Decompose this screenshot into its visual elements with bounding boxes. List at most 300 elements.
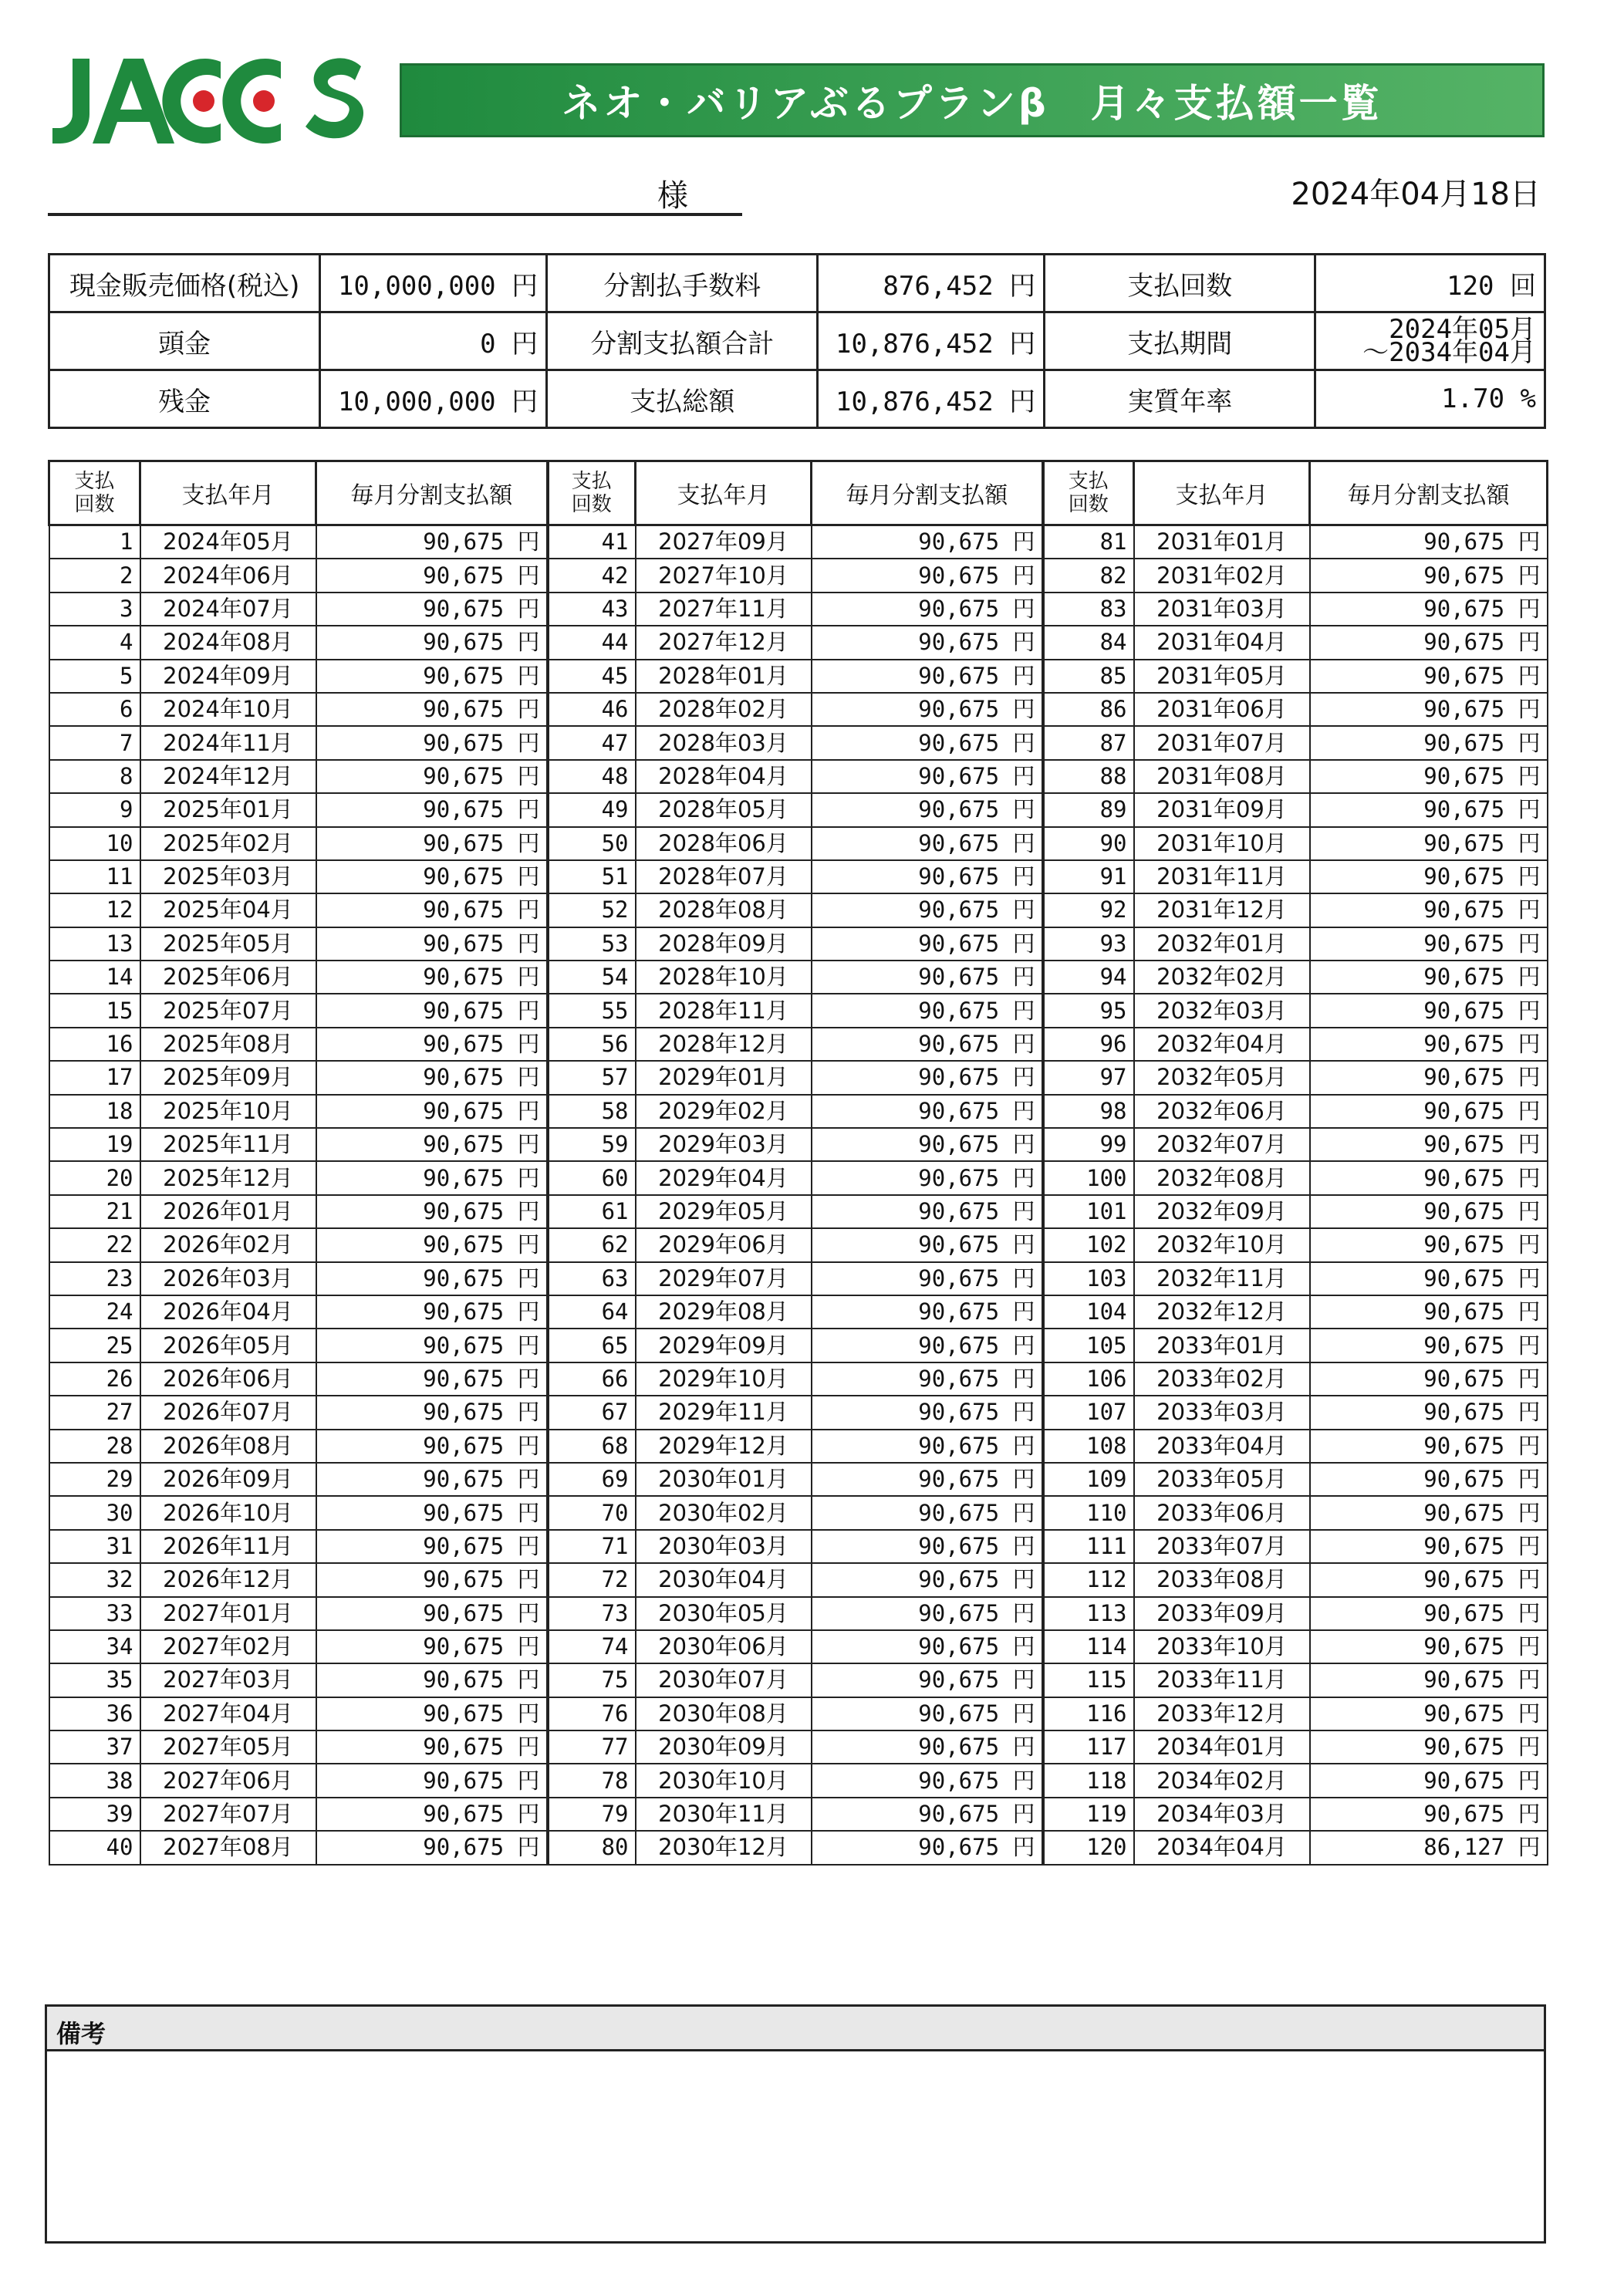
payment-month-cell: 2025年04月 bbox=[140, 893, 316, 927]
payment-no-cell: 56 bbox=[548, 1028, 636, 1061]
payment-no-cell: 1 bbox=[49, 525, 140, 559]
payment-month-cell: 2030年09月 bbox=[636, 1730, 812, 1764]
payment-month-cell: 2024年05月 bbox=[140, 525, 316, 559]
table-row bbox=[49, 1663, 1548, 1697]
table-row bbox=[49, 1295, 1548, 1329]
payment-amount-cell: 90,675 円 bbox=[812, 1028, 1043, 1061]
payment-amount-cell: 90,675 円 bbox=[1310, 1697, 1548, 1730]
payment-no-cell: 10 bbox=[49, 827, 140, 860]
payment-amount-cell: 90,675 円 bbox=[316, 1697, 548, 1730]
payment-month-cell: 2026年08月 bbox=[140, 1430, 316, 1463]
table-row bbox=[49, 726, 1548, 759]
payment-amount-cell: 90,675 円 bbox=[316, 1061, 548, 1094]
payment-amount-cell: 90,675 円 bbox=[316, 1530, 548, 1563]
payment-month-cell: 2029年09月 bbox=[636, 1329, 812, 1362]
payment-month-cell: 2030年02月 bbox=[636, 1496, 812, 1529]
payment-no-cell: 93 bbox=[1043, 927, 1134, 961]
payment-no-cell: 41 bbox=[548, 525, 636, 559]
down-payment-value: 0 円 bbox=[320, 312, 547, 370]
payment-amount-cell: 90,675 円 bbox=[316, 860, 548, 893]
payment-no-cell: 90 bbox=[1043, 827, 1134, 860]
table-row bbox=[49, 1095, 1548, 1128]
payment-month-cell: 2031年12月 bbox=[1134, 893, 1310, 927]
payment-no-cell: 50 bbox=[548, 827, 636, 860]
payment-month-cell: 2034年02月 bbox=[1134, 1764, 1310, 1797]
table-row bbox=[49, 1061, 1548, 1094]
header-payment-month: 支払年月 bbox=[1134, 461, 1310, 525]
payment-month-cell: 2025年05月 bbox=[140, 927, 316, 961]
payment-no-cell: 88 bbox=[1043, 760, 1134, 793]
payment-amount-cell: 90,675 円 bbox=[812, 760, 1043, 793]
payment-month-cell: 2024年08月 bbox=[140, 626, 316, 659]
payment-amount-cell: 90,675 円 bbox=[812, 1798, 1043, 1831]
payment-no-cell: 6 bbox=[49, 693, 140, 726]
payment-amount-cell: 90,675 円 bbox=[812, 1161, 1043, 1194]
count-label: 支払回数 bbox=[1045, 255, 1315, 312]
payment-month-cell: 2033年09月 bbox=[1134, 1597, 1310, 1630]
payment-amount-cell: 90,675 円 bbox=[316, 927, 548, 961]
payment-amount-cell: 90,675 円 bbox=[316, 1195, 548, 1228]
payment-no-cell: 114 bbox=[1043, 1630, 1134, 1663]
payment-month-cell: 2025年01月 bbox=[140, 793, 316, 826]
payment-no-cell: 55 bbox=[548, 994, 636, 1027]
payment-no-cell: 3 bbox=[49, 593, 140, 626]
table-row bbox=[49, 1362, 1548, 1396]
payment-month-cell: 2024年06月 bbox=[140, 559, 316, 592]
fee-label: 分割払手数料 bbox=[547, 255, 818, 312]
period-start: 2024年05月 bbox=[1389, 314, 1536, 345]
table-row bbox=[49, 1128, 1548, 1161]
payment-no-cell: 59 bbox=[548, 1128, 636, 1161]
payment-amount-cell: 90,675 円 bbox=[316, 1730, 548, 1764]
payment-amount-cell: 90,675 円 bbox=[1310, 1228, 1548, 1261]
payment-month-cell: 2031年05月 bbox=[1134, 660, 1310, 693]
payment-month-cell: 2026年10月 bbox=[140, 1496, 316, 1529]
payment-month-cell: 2028年11月 bbox=[636, 994, 812, 1027]
payment-month-cell: 2024年11月 bbox=[140, 726, 316, 759]
payment-no-cell: 32 bbox=[49, 1563, 140, 1596]
payment-amount-cell: 90,675 円 bbox=[1310, 760, 1548, 793]
payment-month-cell: 2029年04月 bbox=[636, 1161, 812, 1194]
payment-amount-cell: 90,675 円 bbox=[316, 1228, 548, 1261]
payment-amount-cell: 90,675 円 bbox=[1310, 1195, 1548, 1228]
payment-no-cell: 102 bbox=[1043, 1228, 1134, 1261]
payment-month-cell: 2031年03月 bbox=[1134, 593, 1310, 626]
payment-no-cell: 86 bbox=[1043, 693, 1134, 726]
payment-month-cell: 2027年02月 bbox=[140, 1630, 316, 1663]
payment-amount-cell: 90,675 円 bbox=[1310, 693, 1548, 726]
payment-amount-cell: 90,675 円 bbox=[1310, 1798, 1548, 1831]
payment-amount-cell: 90,675 円 bbox=[316, 693, 548, 726]
payment-month-cell: 2029年12月 bbox=[636, 1430, 812, 1463]
payment-month-cell: 2033年08月 bbox=[1134, 1563, 1310, 1596]
payment-month-cell: 2034年04月 bbox=[1134, 1831, 1310, 1864]
table-row bbox=[49, 1228, 1548, 1261]
payment-amount-cell: 90,675 円 bbox=[1310, 793, 1548, 826]
payment-amount-cell: 90,675 円 bbox=[316, 559, 548, 592]
payment-month-cell: 2033年01月 bbox=[1134, 1329, 1310, 1362]
payment-month-cell: 2028年02月 bbox=[636, 693, 812, 726]
payment-no-cell: 62 bbox=[548, 1228, 636, 1261]
payment-amount-cell: 90,675 円 bbox=[1310, 893, 1548, 927]
header-payment-no: 支払 回数 bbox=[1043, 461, 1134, 525]
payment-month-cell: 2032年08月 bbox=[1134, 1161, 1310, 1194]
payment-no-cell: 73 bbox=[548, 1597, 636, 1630]
payment-amount-cell: 90,675 円 bbox=[1310, 927, 1548, 961]
payment-month-cell: 2032年07月 bbox=[1134, 1128, 1310, 1161]
payment-month-cell: 2026年01月 bbox=[140, 1195, 316, 1228]
payment-amount-cell: 90,675 円 bbox=[812, 1496, 1043, 1529]
payment-month-cell: 2026年06月 bbox=[140, 1362, 316, 1396]
payment-amount-cell: 90,675 円 bbox=[316, 593, 548, 626]
payment-amount-cell: 90,675 円 bbox=[812, 1195, 1043, 1228]
contract-summary-table bbox=[48, 253, 1546, 429]
payment-amount-cell: 90,675 円 bbox=[812, 626, 1043, 659]
payment-no-cell: 57 bbox=[548, 1061, 636, 1094]
cash-price-label: 現金販売価格(税込) bbox=[49, 255, 320, 312]
payment-no-cell: 72 bbox=[548, 1563, 636, 1596]
grand-total-value: 10,876,452 円 bbox=[818, 370, 1045, 428]
payment-amount-cell: 90,675 円 bbox=[812, 726, 1043, 759]
payment-amount-cell: 90,675 円 bbox=[1310, 1362, 1548, 1396]
payment-amount-cell: 90,675 円 bbox=[316, 1563, 548, 1596]
table-row bbox=[49, 1597, 1548, 1630]
table-row bbox=[49, 994, 1548, 1027]
payment-month-cell: 2026年03月 bbox=[140, 1262, 316, 1295]
payment-month-cell: 2025年11月 bbox=[140, 1128, 316, 1161]
table-row bbox=[49, 1028, 1548, 1061]
payment-no-cell: 7 bbox=[49, 726, 140, 759]
payment-amount-cell: 90,675 円 bbox=[812, 893, 1043, 927]
payment-amount-cell: 90,675 円 bbox=[812, 1329, 1043, 1362]
payment-amount-cell: 90,675 円 bbox=[812, 1128, 1043, 1161]
payment-month-cell: 2033年07月 bbox=[1134, 1530, 1310, 1563]
payment-no-cell: 24 bbox=[49, 1295, 140, 1329]
payment-amount-cell: 90,675 円 bbox=[812, 1697, 1043, 1730]
header-payment-month: 支払年月 bbox=[636, 461, 812, 525]
payment-month-cell: 2025年12月 bbox=[140, 1161, 316, 1194]
payment-month-cell: 2027年10月 bbox=[636, 559, 812, 592]
payment-amount-cell: 90,675 円 bbox=[316, 1295, 548, 1329]
table-row bbox=[49, 860, 1548, 893]
payment-no-cell: 70 bbox=[548, 1496, 636, 1529]
header-monthly-amount: 毎月分割支払額 bbox=[316, 461, 548, 525]
payment-amount-cell: 90,675 円 bbox=[812, 1095, 1043, 1128]
payment-month-cell: 2028年04月 bbox=[636, 760, 812, 793]
payment-amount-cell: 90,675 円 bbox=[316, 1430, 548, 1463]
payment-no-cell: 89 bbox=[1043, 793, 1134, 826]
payment-no-cell: 60 bbox=[548, 1161, 636, 1194]
payment-no-cell: 87 bbox=[1043, 726, 1134, 759]
payment-amount-cell: 90,675 円 bbox=[316, 1329, 548, 1362]
payment-no-cell: 81 bbox=[1043, 525, 1134, 559]
header-payment-month: 支払年月 bbox=[140, 461, 316, 525]
payment-amount-cell: 90,675 円 bbox=[812, 1630, 1043, 1663]
payment-amount-cell: 90,675 円 bbox=[1310, 1730, 1548, 1764]
honorific: 様 bbox=[657, 178, 688, 214]
table-row bbox=[49, 1563, 1548, 1596]
payment-no-cell: 14 bbox=[49, 961, 140, 994]
payment-month-cell: 2033年12月 bbox=[1134, 1697, 1310, 1730]
payment-month-cell: 2032年06月 bbox=[1134, 1095, 1310, 1128]
payment-amount-cell: 90,675 円 bbox=[812, 1730, 1043, 1764]
table-row bbox=[49, 927, 1548, 961]
table-row bbox=[49, 693, 1548, 726]
payment-no-cell: 106 bbox=[1043, 1362, 1134, 1396]
period-value bbox=[1315, 312, 1545, 370]
table-row bbox=[49, 1764, 1548, 1797]
payment-amount-cell: 90,675 円 bbox=[812, 793, 1043, 826]
payment-amount-cell: 90,675 円 bbox=[812, 693, 1043, 726]
cash-price-value: 10,000,000 円 bbox=[320, 255, 547, 312]
payment-month-cell: 2028年06月 bbox=[636, 827, 812, 860]
payment-amount-cell: 90,675 円 bbox=[1310, 1128, 1548, 1161]
payment-month-cell: 2025年03月 bbox=[140, 860, 316, 893]
payment-month-cell: 2025年10月 bbox=[140, 1095, 316, 1128]
payment-amount-cell: 90,675 円 bbox=[316, 1764, 548, 1797]
payment-no-cell: 91 bbox=[1043, 860, 1134, 893]
table-row bbox=[49, 1329, 1548, 1362]
payment-no-cell: 80 bbox=[548, 1831, 636, 1864]
payment-amount-cell: 90,675 円 bbox=[1310, 1095, 1548, 1128]
payment-amount-cell: 90,675 円 bbox=[316, 1798, 548, 1831]
payment-amount-cell: 90,675 円 bbox=[1310, 1764, 1548, 1797]
payment-amount-cell: 90,675 円 bbox=[316, 827, 548, 860]
payment-amount-cell: 90,675 円 bbox=[1310, 961, 1548, 994]
payment-amount-cell: 90,675 円 bbox=[1310, 660, 1548, 693]
payment-no-cell: 8 bbox=[49, 760, 140, 793]
payment-no-cell: 30 bbox=[49, 1496, 140, 1529]
payment-no-cell: 26 bbox=[49, 1362, 140, 1396]
payment-amount-cell: 90,675 円 bbox=[316, 994, 548, 1027]
payment-amount-cell: 90,675 円 bbox=[812, 525, 1043, 559]
payment-no-cell: 9 bbox=[49, 793, 140, 826]
payment-no-cell: 82 bbox=[1043, 559, 1134, 592]
period-end: ～2034年04月 bbox=[1362, 337, 1536, 368]
payment-month-cell: 2028年10月 bbox=[636, 961, 812, 994]
customer-name-line bbox=[48, 213, 742, 216]
payment-no-cell: 21 bbox=[49, 1195, 140, 1228]
payment-no-cell: 77 bbox=[548, 1730, 636, 1764]
payment-amount-cell: 90,675 円 bbox=[316, 793, 548, 826]
payment-amount-cell: 90,675 円 bbox=[1310, 1496, 1548, 1529]
payment-amount-cell: 90,675 円 bbox=[1310, 1563, 1548, 1596]
payment-no-cell: 42 bbox=[548, 559, 636, 592]
table-row bbox=[49, 1161, 1548, 1194]
payment-no-cell: 35 bbox=[49, 1663, 140, 1697]
payment-month-cell: 2029年02月 bbox=[636, 1095, 812, 1128]
payment-amount-cell: 90,675 円 bbox=[812, 1228, 1043, 1261]
payment-no-cell: 74 bbox=[548, 1630, 636, 1663]
payment-month-cell: 2031年06月 bbox=[1134, 693, 1310, 726]
payment-amount-cell: 90,675 円 bbox=[316, 1095, 548, 1128]
table-row bbox=[49, 1396, 1548, 1429]
payment-amount-cell: 90,675 円 bbox=[812, 1430, 1043, 1463]
payment-month-cell: 2028年12月 bbox=[636, 1028, 812, 1061]
payment-month-cell: 2033年03月 bbox=[1134, 1396, 1310, 1429]
payment-month-cell: 2027年07月 bbox=[140, 1798, 316, 1831]
payment-amount-cell: 90,675 円 bbox=[812, 827, 1043, 860]
payment-no-cell: 76 bbox=[548, 1697, 636, 1730]
apr-value: 1.70 % bbox=[1315, 370, 1545, 428]
payment-amount-cell: 90,675 円 bbox=[316, 760, 548, 793]
payment-no-cell: 68 bbox=[548, 1430, 636, 1463]
payment-no-cell: 98 bbox=[1043, 1095, 1134, 1128]
payment-no-cell: 40 bbox=[49, 1831, 140, 1864]
payment-month-cell: 2024年10月 bbox=[140, 693, 316, 726]
payment-month-cell: 2029年10月 bbox=[636, 1362, 812, 1396]
payment-month-cell: 2030年07月 bbox=[636, 1663, 812, 1697]
payment-no-cell: 100 bbox=[1043, 1161, 1134, 1194]
payment-no-cell: 44 bbox=[548, 626, 636, 659]
payment-amount-cell: 90,675 円 bbox=[812, 961, 1043, 994]
payment-amount-cell: 90,675 円 bbox=[1310, 1329, 1548, 1362]
payment-amount-cell: 90,675 円 bbox=[1310, 994, 1548, 1027]
payment-amount-cell: 90,675 円 bbox=[812, 1831, 1043, 1864]
payment-month-cell: 2031年11月 bbox=[1134, 860, 1310, 893]
payment-month-cell: 2031年08月 bbox=[1134, 760, 1310, 793]
table-row bbox=[49, 1195, 1548, 1228]
balance-value: 10,000,000 円 bbox=[320, 370, 547, 428]
payment-no-cell: 118 bbox=[1043, 1764, 1134, 1797]
payment-no-cell: 109 bbox=[1043, 1463, 1134, 1496]
payment-month-cell: 2024年07月 bbox=[140, 593, 316, 626]
grand-total-label: 支払総額 bbox=[547, 370, 818, 428]
payment-amount-cell: 90,675 円 bbox=[1310, 1463, 1548, 1496]
payment-no-cell: 61 bbox=[548, 1195, 636, 1228]
payment-month-cell: 2032年02月 bbox=[1134, 961, 1310, 994]
payment-amount-cell: 90,675 円 bbox=[316, 1161, 548, 1194]
payment-no-cell: 119 bbox=[1043, 1798, 1134, 1831]
payment-amount-cell: 90,675 円 bbox=[316, 626, 548, 659]
payment-amount-cell: 90,675 円 bbox=[812, 593, 1043, 626]
payment-month-cell: 2026年04月 bbox=[140, 1295, 316, 1329]
payment-month-cell: 2030年12月 bbox=[636, 1831, 812, 1864]
payment-amount-cell: 90,675 円 bbox=[1310, 626, 1548, 659]
schedule-rows bbox=[49, 525, 1548, 1865]
table-row bbox=[49, 760, 1548, 793]
payment-amount-cell: 90,675 円 bbox=[316, 1128, 548, 1161]
payment-amount-cell: 90,675 円 bbox=[1310, 1161, 1548, 1194]
payment-amount-cell: 90,675 円 bbox=[812, 1597, 1043, 1630]
payment-amount-cell: 90,675 円 bbox=[316, 1597, 548, 1630]
table-row bbox=[49, 1831, 1548, 1864]
payment-month-cell: 2031年04月 bbox=[1134, 626, 1310, 659]
payment-no-cell: 47 bbox=[548, 726, 636, 759]
table-row bbox=[49, 893, 1548, 927]
payment-no-cell: 111 bbox=[1043, 1530, 1134, 1563]
payment-month-cell: 2025年02月 bbox=[140, 827, 316, 860]
payment-month-cell: 2028年01月 bbox=[636, 660, 812, 693]
table-row bbox=[49, 1496, 1548, 1529]
payment-no-cell: 33 bbox=[49, 1597, 140, 1630]
payment-month-cell: 2028年09月 bbox=[636, 927, 812, 961]
table-row bbox=[49, 827, 1548, 860]
payment-no-cell: 78 bbox=[548, 1764, 636, 1797]
table-row bbox=[49, 961, 1548, 994]
remarks-label: 備考 bbox=[47, 2007, 1544, 2051]
payment-amount-cell: 90,675 円 bbox=[1310, 1597, 1548, 1630]
payment-no-cell: 115 bbox=[1043, 1663, 1134, 1697]
payment-amount-cell: 90,675 円 bbox=[316, 1831, 548, 1864]
balance-label: 残金 bbox=[49, 370, 320, 428]
payment-amount-cell: 90,675 円 bbox=[1310, 525, 1548, 559]
payment-month-cell: 2032年09月 bbox=[1134, 1195, 1310, 1228]
payment-no-cell: 28 bbox=[49, 1430, 140, 1463]
payment-no-cell: 64 bbox=[548, 1295, 636, 1329]
payment-no-cell: 27 bbox=[49, 1396, 140, 1429]
payment-month-cell: 2029年03月 bbox=[636, 1128, 812, 1161]
payment-month-cell: 2025年09月 bbox=[140, 1061, 316, 1094]
jaccs-logo bbox=[49, 56, 366, 147]
payment-amount-cell: 90,675 円 bbox=[1310, 559, 1548, 592]
payment-no-cell: 38 bbox=[49, 1764, 140, 1797]
count-value: 120 回 bbox=[1315, 255, 1545, 312]
payment-no-cell: 15 bbox=[49, 994, 140, 1027]
payment-no-cell: 113 bbox=[1043, 1597, 1134, 1630]
payment-no-cell: 11 bbox=[49, 860, 140, 893]
payment-amount-cell: 90,675 円 bbox=[812, 1563, 1043, 1596]
payment-month-cell: 2032年10月 bbox=[1134, 1228, 1310, 1261]
payment-no-cell: 37 bbox=[49, 1730, 140, 1764]
payment-month-cell: 2025年08月 bbox=[140, 1028, 316, 1061]
payment-amount-cell: 90,675 円 bbox=[1310, 860, 1548, 893]
payment-month-cell: 2027年08月 bbox=[140, 1831, 316, 1864]
payment-no-cell: 23 bbox=[49, 1262, 140, 1295]
payment-month-cell: 2029年11月 bbox=[636, 1396, 812, 1429]
payment-amount-cell: 90,675 円 bbox=[316, 1262, 548, 1295]
payment-no-cell: 104 bbox=[1043, 1295, 1134, 1329]
payment-no-cell: 83 bbox=[1043, 593, 1134, 626]
payment-month-cell: 2025年07月 bbox=[140, 994, 316, 1027]
payment-month-cell: 2033年06月 bbox=[1134, 1496, 1310, 1529]
payment-month-cell: 2033年11月 bbox=[1134, 1663, 1310, 1697]
payment-no-cell: 34 bbox=[49, 1630, 140, 1663]
payment-no-cell: 120 bbox=[1043, 1831, 1134, 1864]
payment-month-cell: 2030年01月 bbox=[636, 1463, 812, 1496]
payment-month-cell: 2026年07月 bbox=[140, 1396, 316, 1429]
payment-month-cell: 2028年05月 bbox=[636, 793, 812, 826]
payment-no-cell: 117 bbox=[1043, 1730, 1134, 1764]
payment-amount-cell: 90,675 円 bbox=[812, 1295, 1043, 1329]
payment-amount-cell: 90,675 円 bbox=[812, 1362, 1043, 1396]
payment-amount-cell: 90,675 円 bbox=[1310, 1663, 1548, 1697]
payment-month-cell: 2027年09月 bbox=[636, 525, 812, 559]
payment-no-cell: 79 bbox=[548, 1798, 636, 1831]
payment-month-cell: 2033年04月 bbox=[1134, 1430, 1310, 1463]
payment-amount-cell: 90,675 円 bbox=[1310, 1028, 1548, 1061]
payment-no-cell: 12 bbox=[49, 893, 140, 927]
table-row bbox=[49, 626, 1548, 659]
payment-no-cell: 52 bbox=[548, 893, 636, 927]
payment-month-cell: 2030年06月 bbox=[636, 1630, 812, 1663]
payment-month-cell: 2024年12月 bbox=[140, 760, 316, 793]
payment-amount-cell: 90,675 円 bbox=[1310, 1530, 1548, 1563]
payment-month-cell: 2029年08月 bbox=[636, 1295, 812, 1329]
payment-no-cell: 45 bbox=[548, 660, 636, 693]
payment-no-cell: 20 bbox=[49, 1161, 140, 1194]
payment-amount-cell: 90,675 円 bbox=[1310, 827, 1548, 860]
payment-no-cell: 96 bbox=[1043, 1028, 1134, 1061]
payment-month-cell: 2032年01月 bbox=[1134, 927, 1310, 961]
table-row bbox=[49, 559, 1548, 592]
period-label: 支払期間 bbox=[1045, 312, 1315, 370]
payment-month-cell: 2027年12月 bbox=[636, 626, 812, 659]
payment-no-cell: 85 bbox=[1043, 660, 1134, 693]
payment-amount-cell: 90,675 円 bbox=[1310, 1295, 1548, 1329]
table-row bbox=[49, 593, 1548, 626]
payment-month-cell: 2030年08月 bbox=[636, 1697, 812, 1730]
